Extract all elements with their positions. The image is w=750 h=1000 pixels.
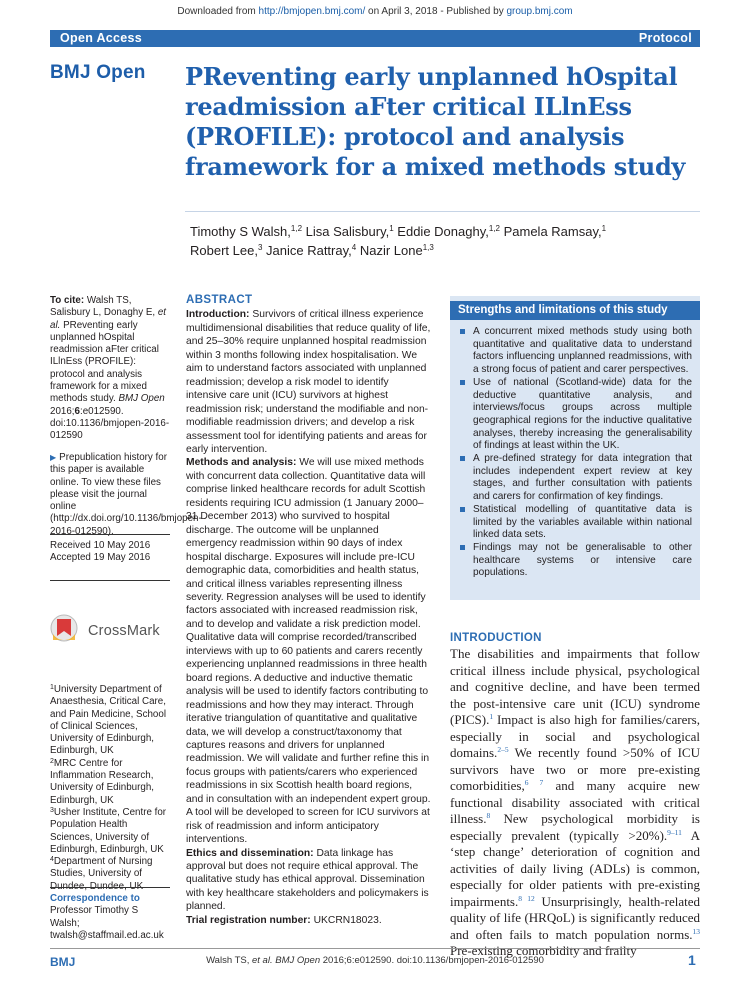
abstract-ethics: Ethics and dissemination: Data linkage has approval but does not require ethical approval. The qualitative study has ethical approval. Dissemination with key healthcare stakeholders and policymakers is planned. — [186, 847, 429, 913]
author: Robert Lee,$^3$ — [190, 243, 263, 258]
square-bullet-icon — [460, 329, 465, 334]
introduction-section — [450, 632, 700, 960]
square-bullet-icon — [460, 507, 465, 512]
article-title: PReventing early unplanned hOspital readmission aFter critical ILlnEss (PROFILE): protocol and analysis framework for a mixed methods study — [185, 62, 686, 181]
abstract-methods: Methods and analysis: We will use mixed methods with concurrent data collection. Quantitative data will comprise linked healthcare records for adult Scottish residents requiring ICU admission (1 January 2000–31 December 2013) who survived to hospital discharge. The outcome will be unplanned emergency readmission within 90 days of index hospital discharge. Exposures will include pre-ICU demographic data, comorbidities and health status, and critical illness variables representing illness severity. Regression analyses will be used to identify factors associated with increased readmission risk, and to develop and validate a risk prediction model. Qualitative data will comprise recorded/transcribed interviews with up to 60 patients and carers recently experiencing unplanned readmissions in three health board regions. A deductive and inductive thematic analysis will be used to identify factors contributing to readmissions and how they may interact. Through iterative triangulation of quantitative and qualitative data, we will develop a construct/taxonomy that captures reasons and drivers for unplanned readmission. We will validate and further refine this in focus groups with patients/carers who experienced readmissions in six Scottish health board regions, and in consultation with an independent expert group. A tool will be developed to screen for ICU survivors at risk of readmission and inform anticipatory interventions. — [186, 457, 431, 846]
correspondence-label: Correspondence to — [50, 893, 140, 904]
reference-link[interactable]: 13 — [692, 926, 700, 936]
square-bullet-icon — [460, 456, 465, 461]
introduction-body: The disabilities and impairments that follow critical illness include physical, psychological and cognitive decline, and have been termed the post-intensive care unit (ICU) syndrome (PICS).$^1$ Impact is also high for families/carers, especially in social and psychological domains.$^{2-5}$ We recently found >50% of ICU survivors have two or more pre-existing comorbidities,$^{6 7}$ and many acquire new functional disability associated with critical illness.$^8$ New psychological morbidity is especially prevalent (typically >20%).$^{9-11}$ A ‘step change’ deterioration of cognition and activities of daily living (ADLs) is common, especially for older patients with pre-existing impairments.$^{8 12}$ Unsurprisingly, health-related quality of life (HRQoL) is significantly reduced and often fails to match population norms.$^{13}$ Pre-existing comorbidity and frailty — [450, 646, 700, 958]
author: Eddie Donaghy,$^{1,2}$ — [397, 224, 500, 239]
list-item: A concurrent mixed methods study using both quantitative and qualitative data to understand factors influencing unplanned readmissions, with a strong focus of patient and carer perspectives. — [460, 326, 692, 377]
correspondence-email[interactable]: twalsh@staffmail.ed.ac.uk — [50, 929, 164, 941]
crossmark-label: CrossMark — [88, 623, 160, 639]
article-type-label: Protocol — [638, 31, 692, 45]
introduction-heading: INTRODUCTION — [450, 632, 542, 644]
footer-divider — [50, 948, 700, 949]
footer-citation: Walsh TS, et al. BMJ Open 2016;6:e012590. doi:10.1136/bmjopen-2016-012590 — [206, 955, 544, 966]
square-bullet-icon — [460, 380, 465, 385]
reference-link[interactable]: 2–5 — [497, 745, 509, 754]
reference-link[interactable]: 8 12 — [518, 893, 535, 903]
dates-block — [50, 540, 170, 565]
divider — [50, 534, 170, 535]
publisher-link[interactable]: group.bmj.com — [506, 6, 573, 17]
bmj-logo: BMJ — [50, 955, 76, 969]
list-item: Findings may not be generalisable to other healthcare systems or intensive care populations. — [460, 542, 692, 580]
strengths-limitations-box — [450, 296, 700, 600]
author: Pamela Ramsay,$^1$ — [503, 224, 607, 239]
divider — [50, 887, 170, 888]
prepublication-history: ▶ Prepublication history for this paper is available online. To view these files please visit the journal online (http://dx.doi.org/10.1136/bmjopen-2016-012590). — [50, 452, 202, 537]
citation-block: To cite: Walsh TS, Salisbury L, Donaghy E, et al. PReventing early unplanned hOspital readmission aFter critical ILlnEss (PROFILE): protocol and analysis framework for a mixed methods study. BMJ Open 2016;6:e012590. doi:10.1136/bmjopen-2016-012590 — [50, 295, 170, 442]
crossmark-badge[interactable] — [50, 614, 175, 650]
list-item: Use of national (Scotland-wide) data for the deductive quantitative analysis, and interviews/focus groups across multiple geographical regions for the inductive qualitative analyses, thereby increasing the generalisability of findings at least within the UK. — [460, 377, 692, 453]
crossmark-icon — [50, 614, 78, 650]
author: Lisa Salisbury,$^1$ — [305, 224, 394, 239]
abstract-heading: ABSTRACT — [186, 294, 253, 306]
reference-link[interactable]: 9–11 — [667, 827, 682, 837]
reference-link[interactable]: 1 — [489, 712, 494, 721]
reference-link[interactable]: 8 — [486, 811, 491, 820]
abstract-trial-registration: Trial registration number: UKCRN18023. — [186, 914, 382, 926]
affiliation: $^2$MRC Centre for Inflammation Research, University of Edinburgh, Edinburgh, UK — [50, 757, 155, 806]
abstract-introduction: Introduction: Survivors of critical illness experience multidimensional disabilities that reduce quality of life, and 25–30% require unplanned hospital readmission within 3 months following index hospitalisation. We aim to understand factors associated with unplanned readmission; develop a risk model to identify intensive care unit (ICU) survivors at highest readmission risk; understand the modifiable and non-modifiable readmission drivers; and develop a risk assessment tool for identifying patients and areas for early intervention. — [186, 309, 431, 455]
affiliation: $^4$Department of Nursing Studies, University of Dundee, Dundee, UK — [50, 856, 153, 892]
correspondence-block — [50, 893, 170, 942]
author: Janice Rattray,$^4$ — [266, 243, 357, 258]
affiliations — [50, 684, 170, 893]
title-divider — [185, 211, 700, 212]
author: Nazir Lone$^{1,3}$ — [359, 243, 434, 258]
cite-label: To cite: — [50, 295, 85, 306]
download-notice — [0, 6, 750, 17]
author: Timothy S Walsh,$^{1,2}$ — [190, 224, 303, 239]
affiliation: $^3$Usher Institute, Centre for Population Health Sciences, University of Edinburgh, Edinburgh, UK — [50, 806, 167, 855]
author-list — [190, 222, 700, 260]
reference-link[interactable]: 6 7 — [524, 778, 544, 787]
abstract — [186, 294, 432, 927]
page-number: 1 — [688, 952, 696, 968]
list-item: Statistical modelling of quantitative data is limited by the variables available within national linked data sets. — [460, 504, 692, 542]
journal-logo: BMJ Open — [50, 62, 146, 83]
list-item: A pre-defined strategy for data integration that includes independent expert review at key stages, and further consultation with patients and carers for confirmation of key findings. — [460, 453, 692, 504]
correspondence-name: Professor Timothy S Walsh; — [50, 905, 139, 929]
section-bar — [50, 30, 700, 47]
square-bullet-icon — [460, 545, 465, 550]
divider — [50, 580, 170, 581]
accepted-date: Accepted 19 May 2016 — [50, 552, 151, 564]
triangle-bullet-icon: ▶ — [50, 453, 57, 462]
open-access-label: Open Access — [60, 31, 143, 45]
received-date: Received 10 May 2016 — [50, 540, 151, 551]
affiliation: $^1$University Department of Anaesthesia, Critical Care, and Pain Medicine, School of Clinical Sciences, University of Edinburgh, Edinburgh, UK — [50, 684, 167, 757]
download-prefix: Downloaded from — [177, 6, 259, 17]
strengths-heading: Strengths and limitations of this study — [450, 301, 700, 320]
download-middle: on April 3, 2018 - Published by — [365, 6, 507, 17]
strengths-list — [450, 320, 700, 580]
journal-url-link[interactable]: http://bmjopen.bmj.com/ — [258, 6, 366, 17]
